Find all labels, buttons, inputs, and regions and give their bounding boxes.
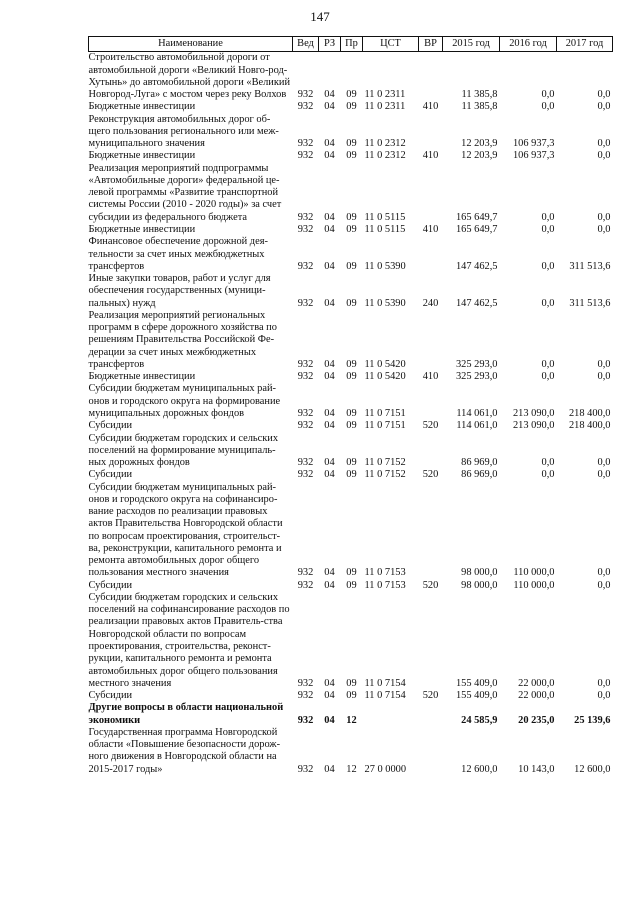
row-cst: 11 0 7154 [364, 690, 406, 702]
header-2016: 2016 год [500, 37, 557, 52]
row-rz: 04 [324, 567, 335, 579]
row-amount-2017: 0,0 [597, 677, 611, 689]
row-amount-2016: 106 937,3 [512, 150, 555, 162]
row-cst: 11 0 7153 [364, 567, 406, 579]
row-amount-2017: 311 513,6 [569, 260, 611, 272]
row-pr: 09 [346, 677, 357, 689]
row-vr [419, 433, 443, 470]
row-ved: 932 [297, 469, 314, 481]
row-amount-2015: 165 649,7 [455, 211, 498, 223]
row-amount-2015: 155 409,0 [455, 677, 498, 689]
row-amount-2016: 213 090,0 [512, 420, 555, 432]
row-vr [419, 482, 443, 580]
row-amount-2016: 0,0 [541, 358, 555, 370]
row-ved: 932 [297, 101, 314, 113]
row-name: Субсидии [88, 690, 133, 702]
row-amount-2016: 0,0 [541, 371, 555, 383]
row-name: Реализация мероприятий подпрограммы «Автомобильные дороги» федеральной це-левой программы «Развитие транспортной системы России (2010 - 2020 годы)» за счет субсидии из федерального бюджета [88, 162, 282, 223]
row-pr: 09 [346, 371, 357, 383]
row-amount-2016: 213 090,0 [512, 407, 555, 419]
row-name: Субсидии [88, 469, 133, 481]
row-amount-2017: 218 400,0 [568, 420, 611, 432]
row-cst: 11 0 2312 [364, 138, 406, 150]
table-row [89, 420, 613, 432]
row-amount-2015: 98 000,0 [461, 567, 498, 579]
table-row [89, 236, 613, 273]
row-pr: 09 [346, 420, 357, 432]
row-cst: 11 0 2311 [364, 101, 406, 113]
row-name: Государственная программа Новгородской области «Повышение безопасности дорож-ного движения в Новгородской области на 2015-2017 годы» [88, 726, 281, 775]
row-amount-2016: 0,0 [541, 223, 555, 235]
table-row [89, 702, 613, 727]
row-amount-2017: 0,0 [597, 223, 611, 235]
row-pr: 09 [346, 211, 357, 223]
row-amount-2016: 22 000,0 [518, 690, 555, 702]
row-amount-2015: 12 203,9 [461, 138, 498, 150]
row-amount-2017: 0,0 [597, 211, 611, 223]
row-amount-2015: 325 293,0 [455, 358, 498, 370]
row-rz: 04 [324, 469, 335, 481]
row-ved: 932 [297, 763, 314, 775]
row-amount-2016: 0,0 [541, 89, 555, 101]
row-name: Субсидии бюджетам городских и сельских поселений на софинансирование расходов по реализации правовых актов Правитель-ства Новгородской области по вопросам проектирования, строительства, реконст-рукции, капитального ремонта и ремонта автомобильных дорог общего пользования местного значения [88, 591, 290, 689]
row-pr: 12 [346, 714, 357, 726]
row-vr: 410 [422, 150, 439, 162]
row-amount-2017: 0,0 [597, 469, 611, 481]
row-pr: 09 [346, 297, 357, 309]
row-vr [419, 163, 443, 224]
row-amount-2017: 12 600,0 [574, 763, 611, 775]
row-vr [419, 727, 443, 776]
row-ved: 932 [297, 358, 314, 370]
header-vr: ВР [419, 37, 443, 52]
row-rz: 04 [324, 714, 335, 726]
table-header [89, 37, 613, 52]
row-amount-2016: 0,0 [541, 101, 555, 113]
row-amount-2015: 325 293,0 [455, 371, 498, 383]
row-rz: 04 [324, 420, 335, 432]
row-ved: 932 [297, 579, 314, 591]
row-cst: 11 0 7151 [364, 407, 406, 419]
row-vr [419, 310, 443, 371]
row-amount-2015: 12 600,0 [461, 763, 498, 775]
row-name: Бюджетные инвестиции [88, 223, 196, 235]
row-amount-2017: 0,0 [597, 690, 611, 702]
row-amount-2015: 11 385,8 [461, 101, 498, 113]
row-name: Субсидии [88, 420, 133, 432]
row-amount-2016: 22 000,0 [518, 677, 555, 689]
row-amount-2017: 218 400,0 [568, 407, 611, 419]
table-row [89, 52, 613, 102]
row-vr: 410 [422, 371, 439, 383]
row-rz: 04 [324, 358, 335, 370]
row-amount-2015: 86 969,0 [461, 457, 498, 469]
table-row [89, 101, 613, 113]
row-ved: 932 [297, 223, 314, 235]
row-amount-2016: 0,0 [541, 469, 555, 481]
page-number: 147 [310, 9, 330, 24]
row-cst: 11 0 5420 [364, 358, 406, 370]
row-rz: 04 [324, 101, 335, 113]
row-vr: 520 [422, 690, 439, 702]
row-rz: 04 [324, 677, 335, 689]
row-cst: 11 0 7153 [364, 579, 406, 591]
row-rz: 04 [324, 579, 335, 591]
row-pr: 09 [346, 138, 357, 150]
row-rz: 04 [324, 690, 335, 702]
table-row [89, 592, 613, 690]
row-amount-2015: 12 203,9 [461, 150, 498, 162]
row-rz: 04 [324, 138, 335, 150]
row-pr: 09 [346, 260, 357, 272]
row-cst: 11 0 2311 [364, 89, 406, 101]
table-row [89, 163, 613, 224]
row-pr: 09 [346, 358, 357, 370]
table-row [89, 224, 613, 236]
header-2015: 2015 год [443, 37, 500, 52]
row-vr: 240 [422, 297, 439, 309]
row-rz: 04 [324, 763, 335, 775]
row-amount-2017: 0,0 [597, 371, 611, 383]
row-cst: 11 0 5420 [364, 371, 406, 383]
row-ved: 932 [297, 407, 314, 419]
row-vr [419, 592, 443, 690]
row-ved: 932 [297, 420, 314, 432]
table-row [89, 469, 613, 481]
row-cst: 11 0 5390 [364, 297, 406, 309]
row-cst: 11 0 5390 [364, 260, 406, 272]
row-cst: 11 0 2312 [364, 150, 406, 162]
row-amount-2017: 25 139,6 [574, 714, 611, 726]
row-rz: 04 [324, 150, 335, 162]
header-ved: Вед [293, 37, 319, 52]
table-row [89, 273, 613, 310]
row-vr: 410 [422, 101, 439, 113]
row-amount-2017: 0,0 [597, 579, 611, 591]
row-amount-2015: 86 969,0 [461, 469, 498, 481]
table-row [89, 690, 613, 702]
row-pr: 09 [346, 407, 357, 419]
row-ved: 932 [297, 714, 314, 726]
header-name: Наименование [89, 37, 293, 52]
row-vr [419, 236, 443, 273]
row-amount-2017: 0,0 [597, 89, 611, 101]
row-cst: 11 0 7154 [364, 677, 406, 689]
header-2017: 2017 год [557, 37, 613, 52]
row-ved: 932 [297, 677, 314, 689]
row-amount-2015: 98 000,0 [461, 579, 498, 591]
row-amount-2015: 147 462,5 [455, 297, 498, 309]
row-amount-2016: 0,0 [541, 211, 555, 223]
row-ved: 932 [297, 260, 314, 272]
row-vr [419, 383, 443, 420]
row-amount-2016: 106 937,3 [512, 138, 555, 150]
row-pr: 09 [346, 469, 357, 481]
row-pr: 09 [346, 150, 357, 162]
row-vr: 520 [422, 469, 439, 481]
row-name: Бюджетные инвестиции [88, 101, 196, 113]
row-name: Субсидии бюджетам муниципальных рай-онов и городского округа на софинансиро-вание расходов по реализации правовых актов Правительства Новгородской области по вопросам проектирования, строительст-ва, реконструкции, капитального ремонта и ремонта автомобильных дорог общего пользования местного значения [88, 481, 283, 579]
row-name: Финансовое обеспечение дорожной дея-тельности за счет иных межбюджетных трансфертов [88, 236, 268, 272]
row-amount-2016: 110 000,0 [513, 579, 555, 591]
row-vr: 410 [422, 223, 439, 235]
row-vr: 520 [422, 420, 439, 432]
budget-table [88, 36, 613, 776]
row-amount-2016: 0,0 [541, 457, 555, 469]
row-pr: 09 [346, 567, 357, 579]
row-amount-2015: 155 409,0 [455, 690, 498, 702]
row-rz: 04 [324, 89, 335, 101]
row-ved: 932 [297, 150, 314, 162]
row-name: Субсидии [88, 579, 133, 591]
table-row [89, 433, 613, 470]
row-name: Бюджетные инвестиции [88, 150, 196, 162]
row-amount-2016: 20 235,0 [518, 714, 555, 726]
row-name: Реконструкция автомобильных дорог об-щего пользования регионального или меж-муниципального значения [88, 113, 279, 150]
row-vr [419, 702, 443, 727]
row-amount-2015: 147 462,5 [455, 260, 498, 272]
row-amount-2017: 0,0 [597, 358, 611, 370]
row-amount-2016: 110 000,0 [513, 567, 555, 579]
row-amount-2017: 0,0 [597, 150, 611, 162]
row-pr: 09 [346, 579, 357, 591]
row-vr [419, 52, 443, 102]
row-pr: 12 [346, 763, 357, 775]
row-name: Строительство автомобильной дороги от автомобильной дороги «Великий Новго-род-Хутынь» до автомобильной дороги «Великий Новгород-Луга» с мостом через реку Волхов [88, 52, 291, 101]
row-amount-2017: 0,0 [597, 138, 611, 150]
row-rz: 04 [324, 260, 335, 272]
row-amount-2015: 11 385,8 [461, 89, 498, 101]
row-rz: 04 [324, 211, 335, 223]
row-amount-2016: 0,0 [541, 297, 555, 309]
table-row [89, 114, 613, 151]
row-ved: 932 [297, 138, 314, 150]
row-amount-2016: 0,0 [541, 260, 555, 272]
table-row [89, 383, 613, 420]
row-amount-2017: 0,0 [597, 101, 611, 113]
row-amount-2015: 24 585,9 [461, 714, 498, 726]
table-body [89, 52, 613, 776]
row-name: Бюджетные инвестиции [88, 371, 196, 383]
row-cst [363, 702, 419, 727]
row-amount-2016: 10 143,0 [518, 763, 555, 775]
row-pr: 09 [346, 223, 357, 235]
table-row [89, 150, 613, 162]
row-cst: 11 0 7152 [364, 469, 406, 481]
table-row [89, 371, 613, 383]
row-ved: 932 [297, 371, 314, 383]
row-name: Иные закупки товаров, работ и услуг для обеспечения государственных (муници-пальных) нужд [88, 273, 271, 309]
table-row [89, 580, 613, 592]
row-name: Субсидии бюджетам городских и сельских поселений на формирование муниципаль-ных дорожных фондов [88, 432, 279, 469]
row-pr: 09 [346, 690, 357, 702]
row-pr: 09 [346, 89, 357, 101]
row-ved: 932 [297, 297, 314, 309]
row-name: Субсидии бюджетам муниципальных рай-онов и городского округа на формирование муниципальных дорожных фондов [88, 383, 281, 419]
row-amount-2015: 165 649,7 [455, 223, 498, 235]
row-ved: 932 [297, 457, 314, 469]
row-vr: 520 [422, 579, 439, 591]
row-vr [419, 114, 443, 151]
row-pr: 09 [346, 101, 357, 113]
row-rz: 04 [324, 223, 335, 235]
header-cst: ЦСТ [363, 37, 419, 52]
row-amount-2015: 114 061,0 [456, 420, 498, 432]
row-cst: 27 0 0000 [364, 763, 407, 775]
row-amount-2017: 0,0 [597, 457, 611, 469]
row-cst: 11 0 5115 [364, 223, 406, 235]
row-pr: 09 [346, 457, 357, 469]
header-rz: РЗ [319, 37, 341, 52]
row-rz: 04 [324, 457, 335, 469]
row-ved: 932 [297, 690, 314, 702]
row-rz: 04 [324, 371, 335, 383]
row-cst: 11 0 7152 [364, 457, 406, 469]
header-pr: Пр [341, 37, 363, 52]
row-cst: 11 0 7151 [364, 420, 406, 432]
row-name: Другие вопросы в области национальной экономики [88, 702, 284, 726]
table-row [89, 727, 613, 776]
row-name: Реализация мероприятий региональных программ в сфере дорожного хозяйства по решениям Правительства Российской Фе-дерации за счет иных межбюджетных трансфертов [88, 309, 277, 370]
row-rz: 04 [324, 297, 335, 309]
table-row [89, 310, 613, 371]
row-ved: 932 [297, 89, 314, 101]
row-cst: 11 0 5115 [364, 211, 406, 223]
row-rz: 04 [324, 407, 335, 419]
table-row [89, 482, 613, 580]
row-amount-2017: 0,0 [597, 567, 611, 579]
row-amount-2017: 311 513,6 [569, 297, 611, 309]
row-ved: 932 [297, 211, 314, 223]
row-amount-2015: 114 061,0 [456, 407, 498, 419]
row-ved: 932 [297, 567, 314, 579]
